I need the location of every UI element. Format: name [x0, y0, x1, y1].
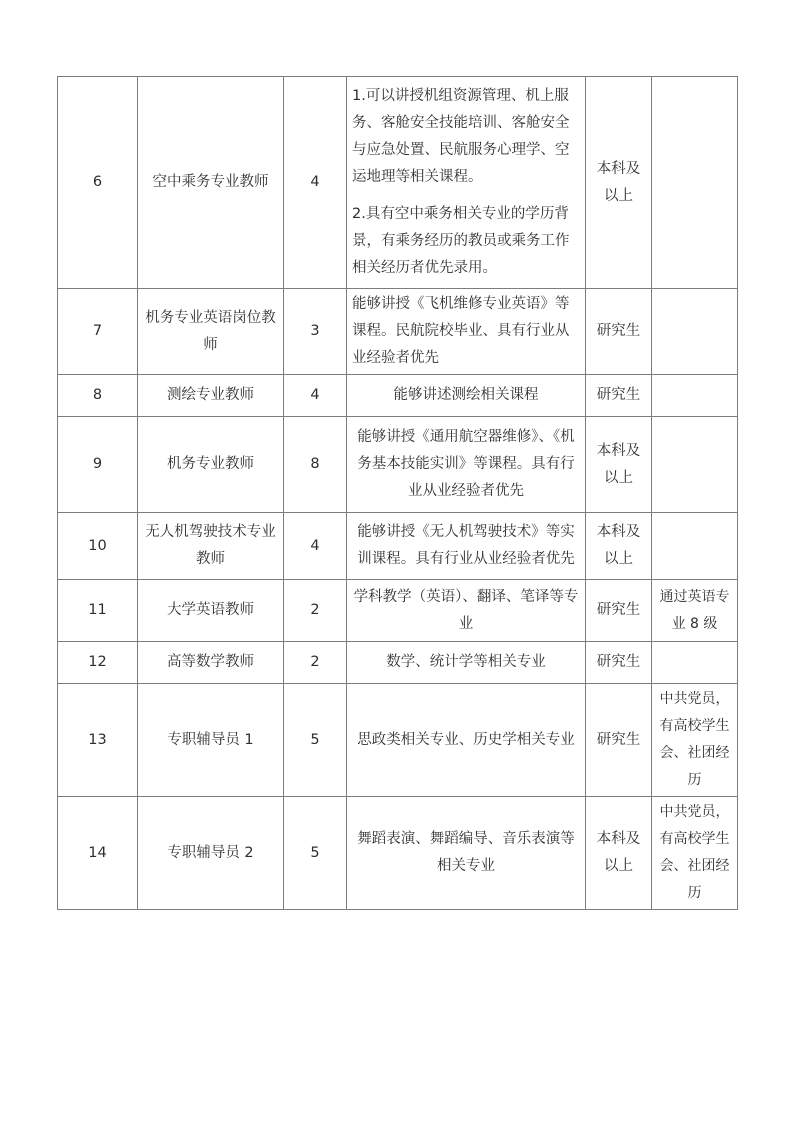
cell-row-number: 9 [58, 417, 138, 513]
requirement-paragraph: 舞蹈表演、舞蹈编导、音乐表演等相关专业 [357, 831, 575, 874]
table-row-9 [58, 417, 738, 513]
cell-requirements [347, 580, 586, 642]
requirement-paragraph: 数学、统计学等相关专业 [386, 654, 546, 670]
table-row-7 [58, 289, 738, 375]
table-row-8 [58, 375, 738, 417]
cell-remarks: 中共党员，有高校学生会、社团经历 [652, 684, 738, 797]
cell-education: 研究生 [586, 684, 652, 797]
cell-requirements [347, 642, 586, 684]
cell-headcount: 2 [284, 642, 347, 684]
cell-headcount: 4 [284, 375, 347, 417]
cell-requirements [347, 513, 586, 580]
cell-requirements [347, 289, 586, 375]
cell-row-number: 11 [58, 580, 138, 642]
cell-remarks [652, 642, 738, 684]
cell-position-title: 大学英语教师 [138, 580, 284, 642]
cell-education: 研究生 [586, 642, 652, 684]
cell-requirements [347, 77, 586, 289]
cell-remarks: 中共党员，有高校学生会、社团经历 [652, 797, 738, 910]
requirement-paragraph: 能够讲授《无人机驾驶技术》等实训课程。具有行业从业经验者优先 [357, 524, 575, 567]
cell-requirements [347, 375, 586, 417]
cell-position-title: 无人机驾驶技术专业教师 [138, 513, 284, 580]
cell-headcount: 8 [284, 417, 347, 513]
cell-remarks [652, 513, 738, 580]
cell-position-title: 专职辅导员 2 [138, 797, 284, 910]
cell-headcount: 5 [284, 797, 347, 910]
requirement-paragraph: 学科教学（英语）、翻译、笔译等专业 [353, 588, 579, 632]
requirement-paragraph: 1.可以讲授机组资源管理、机上服务、客舱安全技能培训、客舱安全与应急处置、民航服务心理学、空运地理等相关课程。 [352, 88, 570, 185]
cell-education: 本科及以上 [586, 513, 652, 580]
cell-remarks [652, 77, 738, 289]
table-row-13 [58, 684, 738, 797]
requirement-paragraph: 能够讲授《通用航空器维修》、《机务基本技能实训》等课程。具有行业从业经验者优先 [357, 429, 575, 499]
table-row-14 [58, 797, 738, 910]
requirement-paragraph: 能够讲授《飞机维修专业英语》等课程。民航院校毕业、具有行业从业经验者优先 [352, 296, 570, 366]
requirement-paragraph: 思政类相关专业、历史学相关专业 [357, 731, 575, 748]
cell-row-number: 8 [58, 375, 138, 417]
recruitment-table [57, 76, 738, 910]
cell-education: 研究生 [586, 289, 652, 375]
cell-requirements [347, 684, 586, 797]
cell-position-title: 机务专业教师 [138, 417, 284, 513]
cell-remarks [652, 417, 738, 513]
cell-education: 本科及以上 [586, 77, 652, 289]
cell-position-title: 高等数学教师 [138, 642, 284, 684]
cell-requirements [347, 797, 586, 910]
cell-education: 本科及以上 [586, 417, 652, 513]
cell-position-title: 专职辅导员 1 [138, 684, 284, 797]
cell-remarks [652, 289, 738, 375]
cell-education: 本科及以上 [586, 797, 652, 910]
cell-position-title: 测绘专业教师 [138, 375, 284, 417]
table-row-6 [58, 77, 738, 289]
table-row-11 [58, 580, 738, 642]
cell-education: 研究生 [586, 580, 652, 642]
cell-remarks [652, 375, 738, 417]
cell-position-title: 机务专业英语岗位教师 [138, 289, 284, 375]
cell-education: 研究生 [586, 375, 652, 417]
cell-remarks: 通过英语专业 8 级 [652, 580, 738, 642]
cell-headcount: 3 [284, 289, 347, 375]
cell-row-number: 12 [58, 642, 138, 684]
cell-headcount: 2 [284, 580, 347, 642]
cell-row-number: 14 [58, 797, 138, 910]
cell-headcount: 4 [284, 77, 347, 289]
requirement-paragraph: 2.具有空中乘务相关专业的学历背景，有乘务经历的教员或乘务工作相关经历者优先录用。 [352, 206, 570, 276]
cell-row-number: 7 [58, 289, 138, 375]
table-row-10 [58, 513, 738, 580]
cell-row-number: 6 [58, 77, 138, 289]
requirement-paragraph: 能够讲述测绘相关课程 [393, 387, 539, 403]
cell-row-number: 13 [58, 684, 138, 797]
cell-headcount: 4 [284, 513, 347, 580]
cell-requirements [347, 417, 586, 513]
cell-position-title: 空中乘务专业教师 [138, 77, 284, 289]
cell-headcount: 5 [284, 684, 347, 797]
table-row-12 [58, 642, 738, 684]
cell-row-number: 10 [58, 513, 138, 580]
